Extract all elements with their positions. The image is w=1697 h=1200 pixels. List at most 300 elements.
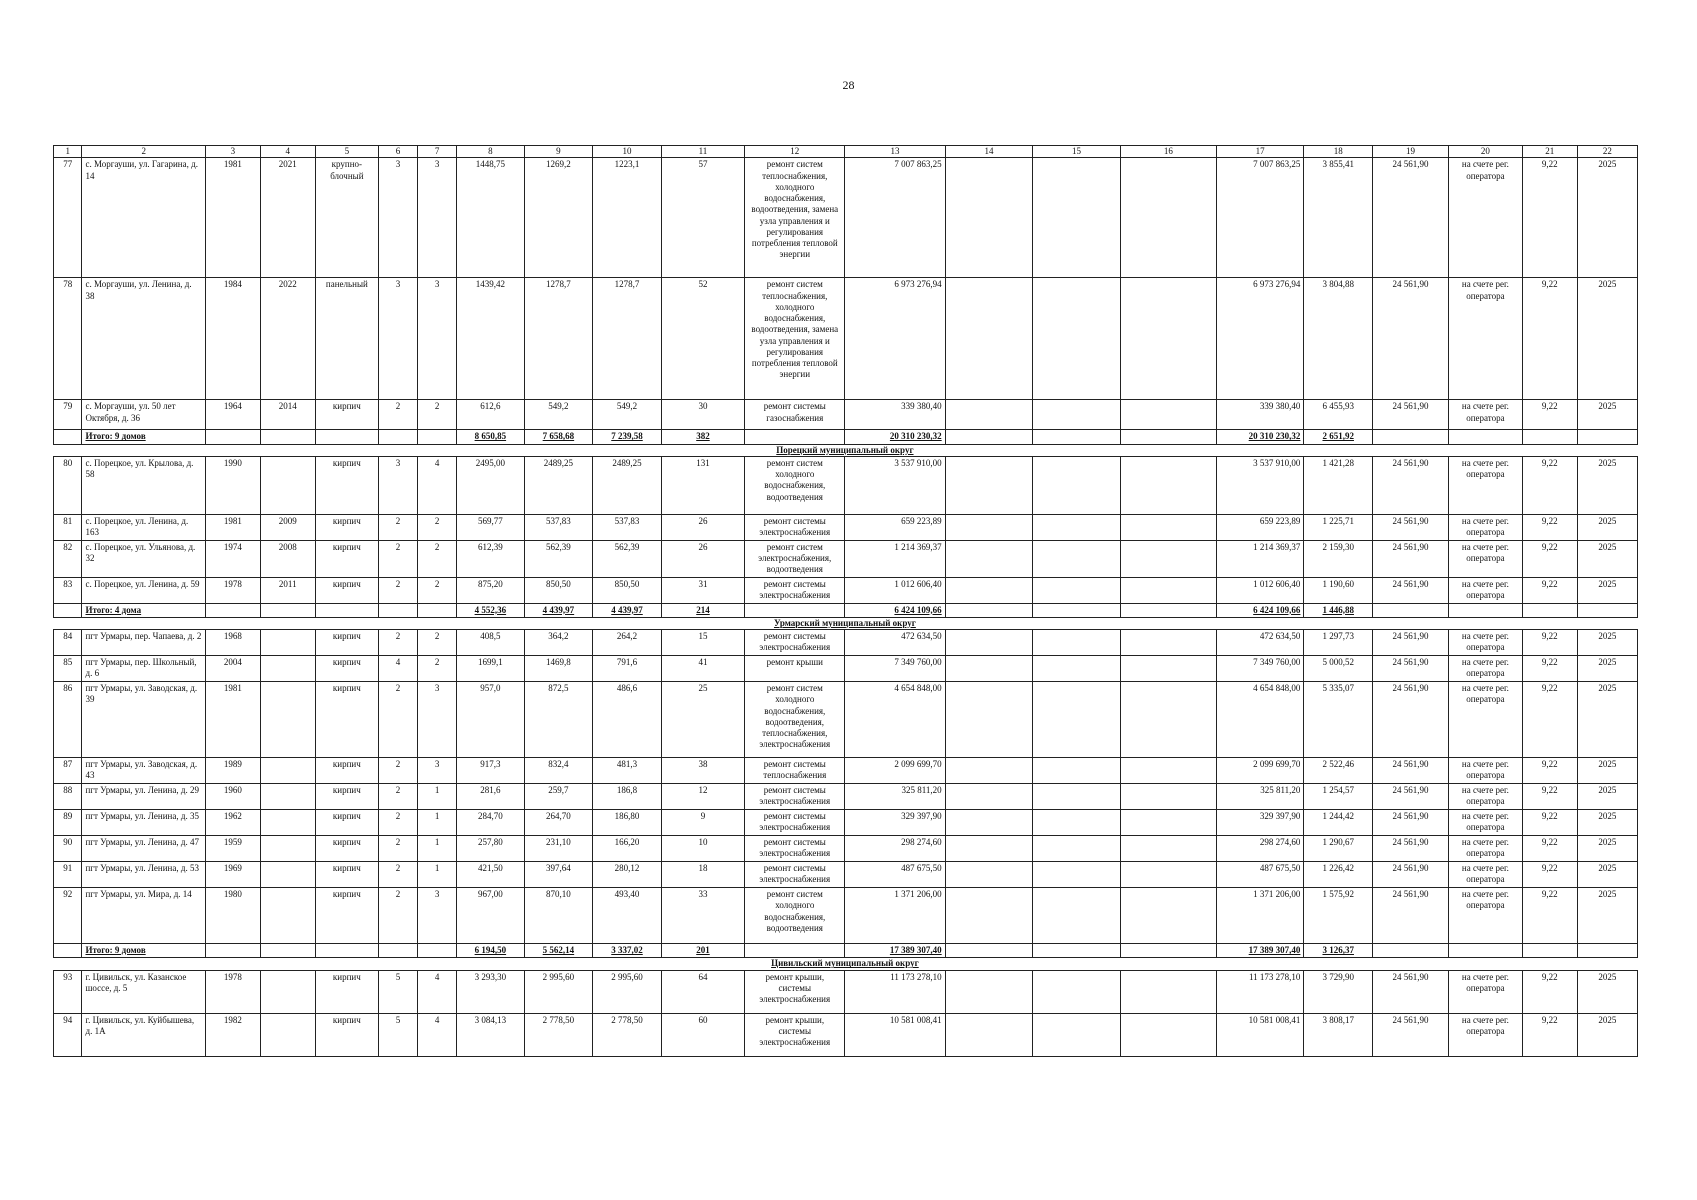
funding-cell: [1120, 400, 1216, 430]
address-cell: г. Цивильск, ул. Куйбышева, д. 1А: [82, 1013, 205, 1056]
residential-area-cell: 850,50: [593, 577, 662, 603]
year-built-cell: 1959: [205, 836, 260, 862]
total-ppl-cell: 214: [661, 603, 744, 617]
table-row: [54, 888, 1638, 944]
residential-area-cell: 493,40: [593, 888, 662, 944]
table-row: [54, 656, 1638, 682]
empty-cell: [205, 944, 260, 958]
row-number: 89: [54, 810, 82, 836]
works-cell: ремонт систем холодного водоснабжения, водоотведения, теплоснабжения, электроснабжения: [745, 682, 845, 758]
total-area-cell: 257,80: [457, 836, 525, 862]
wall-material-cell: кирпич: [315, 784, 378, 810]
entrances-cell: 1: [418, 836, 457, 862]
column-number-header: 14: [945, 146, 1033, 158]
entrances-cell: 4: [418, 456, 457, 514]
empty-cell: [945, 444, 1033, 456]
column-number-header: 6: [379, 146, 418, 158]
funding-cell: [945, 784, 1033, 810]
entrances-cell: 1: [418, 784, 457, 810]
funding-cell: [945, 1013, 1033, 1056]
empty-cell: [661, 444, 744, 456]
contribution-cell: 9,22: [1522, 278, 1577, 400]
empty-cell: [1120, 944, 1216, 958]
contribution-cell: 9,22: [1522, 540, 1577, 577]
empty-cell: [205, 617, 260, 629]
total-cost-cell: 7 007 863,25: [845, 158, 945, 278]
total-cost-cell: 6 973 276,94: [845, 278, 945, 400]
empty-cell: [457, 444, 525, 456]
table-row: [54, 158, 1638, 278]
empty-cell: [1373, 617, 1449, 629]
address-cell: пгт Урмары, ул. Ленина, д. 29: [82, 784, 205, 810]
residential-area-cell: 2489,25: [593, 456, 662, 514]
empty-cell: [1448, 958, 1522, 970]
table-row: [54, 682, 1638, 758]
contribution-cell: 9,22: [1522, 158, 1577, 278]
empty-cell: [1522, 617, 1577, 629]
table-body: [54, 158, 1638, 1056]
contribution-cell: 9,22: [1522, 836, 1577, 862]
fund-account-cell: на счете рег. оператора: [1448, 577, 1522, 603]
owners-funds-cell: 7 007 863,25: [1216, 158, 1304, 278]
funding-cell: [945, 278, 1033, 400]
residents-cell: 38: [661, 758, 744, 784]
last-repair-year-cell: [260, 656, 315, 682]
owners-funds-cell: 1 214 369,37: [1216, 540, 1304, 577]
column-number-header: 21: [1522, 146, 1577, 158]
max-unit-cost-cell: 24 561,90: [1373, 630, 1449, 656]
table-row: [54, 1013, 1638, 1056]
max-unit-cost-cell: 24 561,90: [1373, 758, 1449, 784]
total-label-cell: Итого: 9 домов: [82, 944, 205, 958]
district-heading-row: [54, 617, 1638, 629]
address-cell: с. Порецкое, ул. Ленина, д. 59: [82, 577, 205, 603]
empty-cell: [315, 944, 378, 958]
residential-area-cell: 1278,7: [593, 278, 662, 400]
funding-cell: [1120, 862, 1216, 888]
district-name: Порецкий муниципальный округ: [745, 444, 946, 456]
funding-cell: [1120, 682, 1216, 758]
total-c18-cell: 1 446,88: [1304, 603, 1373, 617]
funding-cell: [1033, 158, 1121, 278]
total-cost-cell: 325 811,20: [845, 784, 945, 810]
wall-material-cell: кирпич: [315, 577, 378, 603]
funding-cell: [945, 888, 1033, 944]
row-number: 87: [54, 758, 82, 784]
funding-cell: [1033, 810, 1121, 836]
year-built-cell: 1990: [205, 456, 260, 514]
total-cost-cell: 339 380,40: [845, 400, 945, 430]
year-built-cell: 1960: [205, 784, 260, 810]
funding-cell: [1033, 888, 1121, 944]
empty-cell: [1448, 430, 1522, 444]
works-cell: ремонт системы электроснабжения: [745, 862, 845, 888]
owners-funds-cell: 6 973 276,94: [1216, 278, 1304, 400]
empty-cell: [457, 958, 525, 970]
residential-area-cell: 481,3: [593, 758, 662, 784]
residents-cell: 26: [661, 540, 744, 577]
year-built-cell: 1969: [205, 862, 260, 888]
floors-cell: 3: [379, 456, 418, 514]
address-cell: пгт Урмары, ул. Ленина, д. 53: [82, 862, 205, 888]
premises-area-cell: 850,50: [524, 577, 593, 603]
empty-cell: [661, 617, 744, 629]
works-cell: ремонт системы электроснабжения: [745, 810, 845, 836]
empty-cell: [260, 444, 315, 456]
empty-cell: [745, 603, 845, 617]
floors-cell: 5: [379, 970, 418, 1013]
total-area-cell: 875,20: [457, 577, 525, 603]
district-heading-row: [54, 444, 1638, 456]
last-repair-year-cell: [260, 862, 315, 888]
fund-account-cell: на счете рег. оператора: [1448, 540, 1522, 577]
wall-material-cell: кирпич: [315, 810, 378, 836]
premises-area-cell: 364,2: [524, 630, 593, 656]
empty-cell: [379, 603, 418, 617]
funding-cell: [1033, 577, 1121, 603]
unit-cost-cell: 1 290,67: [1304, 836, 1373, 862]
empty-cell: [54, 617, 82, 629]
residential-area-cell: 562,39: [593, 540, 662, 577]
address-cell: пгт Урмары, ул. Ленина, д. 35: [82, 810, 205, 836]
row-number: 93: [54, 970, 82, 1013]
floors-cell: 2: [379, 630, 418, 656]
empty-cell: [1373, 603, 1449, 617]
completion-year-cell: 2025: [1577, 836, 1637, 862]
residents-cell: 31: [661, 577, 744, 603]
last-repair-year-cell: [260, 970, 315, 1013]
last-repair-year-cell: [260, 810, 315, 836]
total-row: [54, 430, 1638, 444]
residents-cell: 52: [661, 278, 744, 400]
last-repair-year-cell: 2014: [260, 400, 315, 430]
column-number-header: 4: [260, 146, 315, 158]
total-area-cell: 1699,1: [457, 656, 525, 682]
funding-cell: [1033, 656, 1121, 682]
premises-area-cell: 397,64: [524, 862, 593, 888]
works-cell: ремонт крыши, системы электроснабжения: [745, 1013, 845, 1056]
wall-material-cell: кирпич: [315, 540, 378, 577]
total-c18-cell: 3 126,37: [1304, 944, 1373, 958]
total-area-cell: 957,0: [457, 682, 525, 758]
entrances-cell: 3: [418, 158, 457, 278]
entrances-cell: 2: [418, 514, 457, 540]
funding-cell: [1033, 836, 1121, 862]
table-row: [54, 456, 1638, 514]
premises-area-cell: 562,39: [524, 540, 593, 577]
owners-funds-cell: 4 654 848,00: [1216, 682, 1304, 758]
residents-cell: 33: [661, 888, 744, 944]
total-area-cell: 3 084,13: [457, 1013, 525, 1056]
entrances-cell: 2: [418, 400, 457, 430]
total-a9-cell: 4 439,97: [524, 603, 593, 617]
empty-cell: [1304, 617, 1373, 629]
funding-cell: [945, 970, 1033, 1013]
row-number: 80: [54, 456, 82, 514]
premises-area-cell: 537,83: [524, 514, 593, 540]
empty-cell: [1033, 430, 1121, 444]
entrances-cell: 3: [418, 278, 457, 400]
residents-cell: 9: [661, 810, 744, 836]
column-number-header: 13: [845, 146, 945, 158]
unit-cost-cell: 3 729,90: [1304, 970, 1373, 1013]
total-cost-cell: 7 349 760,00: [845, 656, 945, 682]
residents-cell: 30: [661, 400, 744, 430]
empty-cell: [593, 444, 662, 456]
completion-year-cell: 2025: [1577, 656, 1637, 682]
unit-cost-cell: 1 297,73: [1304, 630, 1373, 656]
total-area-cell: 1448,75: [457, 158, 525, 278]
unit-cost-cell: 3 855,41: [1304, 158, 1373, 278]
completion-year-cell: 2025: [1577, 784, 1637, 810]
column-number-header: 11: [661, 146, 744, 158]
residential-area-cell: 486,6: [593, 682, 662, 758]
max-unit-cost-cell: 24 561,90: [1373, 682, 1449, 758]
owners-funds-cell: 659 223,89: [1216, 514, 1304, 540]
empty-cell: [315, 430, 378, 444]
wall-material-cell: кирпич: [315, 836, 378, 862]
completion-year-cell: 2025: [1577, 862, 1637, 888]
empty-cell: [1120, 617, 1216, 629]
empty-cell: [54, 603, 82, 617]
empty-cell: [1522, 430, 1577, 444]
district-heading-row: [54, 958, 1638, 970]
total-c13-cell: 17 389 307,40: [845, 944, 945, 958]
funding-cell: [945, 158, 1033, 278]
total-a8-cell: 8 650,85: [457, 430, 525, 444]
completion-year-cell: 2025: [1577, 970, 1637, 1013]
table-row: [54, 758, 1638, 784]
row-number: 86: [54, 682, 82, 758]
total-area-cell: 408,5: [457, 630, 525, 656]
residential-area-cell: 186,80: [593, 810, 662, 836]
total-area-cell: 569,77: [457, 514, 525, 540]
owners-funds-cell: 339 380,40: [1216, 400, 1304, 430]
unit-cost-cell: 1 190,60: [1304, 577, 1373, 603]
column-number-header: 10: [593, 146, 662, 158]
contribution-cell: 9,22: [1522, 1013, 1577, 1056]
unit-cost-cell: 2 159,30: [1304, 540, 1373, 577]
residents-cell: 60: [661, 1013, 744, 1056]
fund-account-cell: на счете рег. оператора: [1448, 836, 1522, 862]
funding-cell: [1120, 888, 1216, 944]
table-row: [54, 577, 1638, 603]
empty-cell: [54, 958, 82, 970]
empty-cell: [205, 958, 260, 970]
premises-area-cell: 231,10: [524, 836, 593, 862]
empty-cell: [1033, 958, 1121, 970]
floors-cell: 2: [379, 514, 418, 540]
total-cost-cell: 1 214 369,37: [845, 540, 945, 577]
address-cell: пгт Урмары, ул. Ленина, д. 47: [82, 836, 205, 862]
funding-cell: [945, 540, 1033, 577]
empty-cell: [1216, 444, 1304, 456]
total-cost-cell: 298 274,60: [845, 836, 945, 862]
wall-material-cell: кирпич: [315, 514, 378, 540]
contribution-cell: 9,22: [1522, 630, 1577, 656]
funding-cell: [1033, 400, 1121, 430]
total-ppl-cell: 382: [661, 430, 744, 444]
empty-cell: [745, 430, 845, 444]
empty-cell: [315, 958, 378, 970]
owners-funds-cell: 329 397,90: [1216, 810, 1304, 836]
max-unit-cost-cell: 24 561,90: [1373, 888, 1449, 944]
last-repair-year-cell: [260, 682, 315, 758]
funding-cell: [1033, 862, 1121, 888]
contribution-cell: 9,22: [1522, 656, 1577, 682]
empty-cell: [205, 430, 260, 444]
premises-area-cell: 264,70: [524, 810, 593, 836]
funding-cell: [1120, 456, 1216, 514]
row-number: 85: [54, 656, 82, 682]
empty-cell: [1522, 603, 1577, 617]
residents-cell: 15: [661, 630, 744, 656]
total-a8-cell: 4 552,36: [457, 603, 525, 617]
empty-cell: [1373, 444, 1449, 456]
funding-cell: [945, 682, 1033, 758]
empty-cell: [379, 430, 418, 444]
row-number: 78: [54, 278, 82, 400]
works-cell: ремонт систем теплоснабжения, холодного водоснабжения, водоотведения, замена узла управления и регулирования потребления тепловой энергии: [745, 158, 845, 278]
unit-cost-cell: 1 225,71: [1304, 514, 1373, 540]
owners-funds-cell: 7 349 760,00: [1216, 656, 1304, 682]
empty-cell: [945, 617, 1033, 629]
owners-funds-cell: 487 675,50: [1216, 862, 1304, 888]
floors-cell: 2: [379, 540, 418, 577]
contribution-cell: 9,22: [1522, 758, 1577, 784]
unit-cost-cell: 6 455,93: [1304, 400, 1373, 430]
total-cost-cell: 11 173 278,10: [845, 970, 945, 1013]
year-built-cell: 1978: [205, 970, 260, 1013]
residential-area-cell: 549,2: [593, 400, 662, 430]
total-area-cell: 612,6: [457, 400, 525, 430]
empty-cell: [661, 958, 744, 970]
last-repair-year-cell: [260, 784, 315, 810]
year-built-cell: 1978: [205, 577, 260, 603]
funding-cell: [1033, 758, 1121, 784]
year-built-cell: 1962: [205, 810, 260, 836]
empty-cell: [418, 430, 457, 444]
owners-funds-cell: 2 099 699,70: [1216, 758, 1304, 784]
total-area-cell: 1439,42: [457, 278, 525, 400]
residents-cell: 57: [661, 158, 744, 278]
works-cell: ремонт систем холодного водоснабжения, водоотведения: [745, 888, 845, 944]
residents-cell: 25: [661, 682, 744, 758]
empty-cell: [1577, 444, 1637, 456]
max-unit-cost-cell: 24 561,90: [1373, 514, 1449, 540]
column-number-header: 19: [1373, 146, 1449, 158]
residential-area-cell: 166,20: [593, 836, 662, 862]
district-name: Цивильский муниципальный округ: [745, 958, 946, 970]
empty-cell: [82, 444, 205, 456]
funding-cell: [1033, 682, 1121, 758]
contribution-cell: 9,22: [1522, 682, 1577, 758]
last-repair-year-cell: 2022: [260, 278, 315, 400]
completion-year-cell: 2025: [1577, 758, 1637, 784]
completion-year-cell: 2025: [1577, 630, 1637, 656]
entrances-cell: 1: [418, 862, 457, 888]
empty-cell: [418, 617, 457, 629]
row-number: 84: [54, 630, 82, 656]
residential-area-cell: 791,6: [593, 656, 662, 682]
empty-cell: [379, 944, 418, 958]
empty-cell: [1522, 944, 1577, 958]
funding-cell: [1120, 758, 1216, 784]
works-cell: ремонт системы газоснабжения: [745, 400, 845, 430]
table-row: [54, 970, 1638, 1013]
floors-cell: 4: [379, 656, 418, 682]
empty-cell: [1577, 958, 1637, 970]
column-number-row: [54, 146, 1638, 158]
entrances-cell: 4: [418, 970, 457, 1013]
row-number: 90: [54, 836, 82, 862]
total-c18-cell: 2 651,92: [1304, 430, 1373, 444]
owners-funds-cell: 10 581 008,41: [1216, 1013, 1304, 1056]
floors-cell: 5: [379, 1013, 418, 1056]
empty-cell: [418, 444, 457, 456]
page-number: 28: [842, 78, 855, 92]
empty-cell: [315, 603, 378, 617]
entrances-cell: 2: [418, 540, 457, 577]
row-number: 94: [54, 1013, 82, 1056]
premises-area-cell: 870,10: [524, 888, 593, 944]
unit-cost-cell: 1 421,28: [1304, 456, 1373, 514]
last-repair-year-cell: 2009: [260, 514, 315, 540]
max-unit-cost-cell: 24 561,90: [1373, 784, 1449, 810]
address-cell: пгт Урмары, ул. Мира, д. 14: [82, 888, 205, 944]
empty-cell: [54, 444, 82, 456]
empty-cell: [945, 958, 1033, 970]
column-number-header: 17: [1216, 146, 1304, 158]
column-number-header: 16: [1120, 146, 1216, 158]
funding-cell: [1120, 577, 1216, 603]
last-repair-year-cell: [260, 758, 315, 784]
empty-cell: [1033, 444, 1121, 456]
table-row: [54, 630, 1638, 656]
column-number-header: 1: [54, 146, 82, 158]
wall-material-cell: кирпич: [315, 682, 378, 758]
fund-account-cell: на счете рег. оператора: [1448, 514, 1522, 540]
works-cell: ремонт систем теплоснабжения, холодного водоснабжения, водоотведения, замена узла управления и регулирования потребления тепловой энергии: [745, 278, 845, 400]
max-unit-cost-cell: 24 561,90: [1373, 540, 1449, 577]
last-repair-year-cell: [260, 888, 315, 944]
address-cell: с. Порецкое, ул. Ленина, д. 163: [82, 514, 205, 540]
empty-cell: [1448, 617, 1522, 629]
unit-cost-cell: 2 522,46: [1304, 758, 1373, 784]
residents-cell: 18: [661, 862, 744, 888]
total-c17-cell: 20 310 230,32: [1216, 430, 1304, 444]
premises-area-cell: 1469,8: [524, 656, 593, 682]
works-cell: ремонт системы электроснабжения: [745, 784, 845, 810]
table-row: [54, 400, 1638, 430]
max-unit-cost-cell: 24 561,90: [1373, 862, 1449, 888]
works-cell: ремонт систем холодного водоснабжения, водоотведения: [745, 456, 845, 514]
row-number: 82: [54, 540, 82, 577]
entrances-cell: 4: [418, 1013, 457, 1056]
table-row: [54, 862, 1638, 888]
funding-cell: [1033, 970, 1121, 1013]
funding-cell: [1120, 656, 1216, 682]
empty-cell: [260, 603, 315, 617]
wall-material-cell: крупно-блочный: [315, 158, 378, 278]
funding-cell: [945, 836, 1033, 862]
total-area-cell: 284,70: [457, 810, 525, 836]
fund-account-cell: на счете рег. оператора: [1448, 656, 1522, 682]
wall-material-cell: кирпич: [315, 400, 378, 430]
total-a10-cell: 3 337,02: [593, 944, 662, 958]
empty-cell: [524, 958, 593, 970]
owners-funds-cell: 1 012 606,40: [1216, 577, 1304, 603]
